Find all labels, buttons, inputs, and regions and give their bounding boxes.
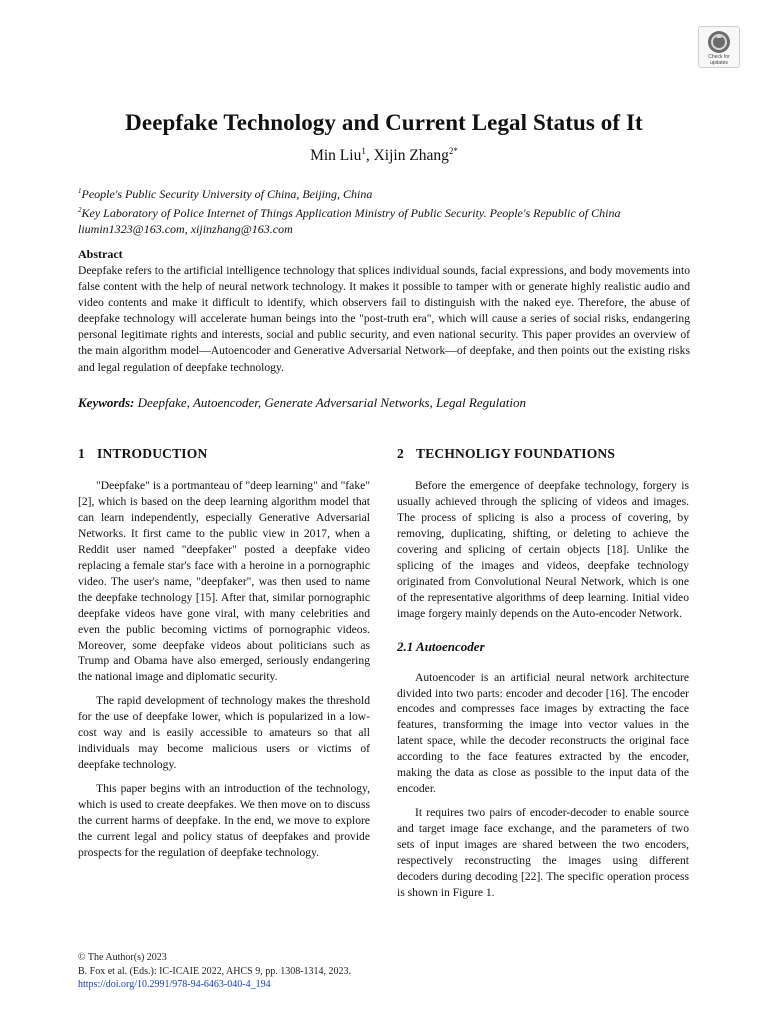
affiliations <box>78 183 698 237</box>
subsection-heading-autoencoder: 2.1 Autoencoder <box>397 638 485 654</box>
abstract-heading: Abstract <box>78 247 123 261</box>
affiliation-2: $^2$Key Laboratory of Police Internet of Things Application Ministry of Public Security. People's Republic of China <box>78 206 621 220</box>
paper-title: Deepfake Technology and Current Legal Status of It <box>125 110 643 135</box>
left-column <box>78 446 370 869</box>
check-for-updates-badge[interactable] <box>698 26 740 68</box>
abstract-text: Deepfake refers to the artificial intelligence technology that splices individual sounds, facial expressions, and body movements into false content with the help of neural network technology. It makes it possible to tamper with or generate highly realistic audio and video contents and make it difficult to identify, which observers fail to distinguish with the naked eye. Therefore, the abuse of deepfake technology will accelerate human beings into the "post-truth era", which will cause a series of social risks, endangering personal legitimate rights and interests, social and public security, and even national security. This paper provides an overview of the main algorithm model—Autoencoder and Generative Adversarial Network—of deepfake, and then points out the existing risks and legal regulation of deepfake technology. <box>78 264 690 374</box>
body-paragraph: This paper begins with an introduction of the technology, which is used to create deepfakes. We then move on to discuss the current harms of deepfake. In the end, we move to explore the current legal and policy status of deepfakes and provide prospects for the regulation of deepfake technology. <box>78 782 370 859</box>
author-emails: liumin1323@163.com, xijinzhang@163.com <box>78 222 293 236</box>
author-name: Xijin Zhang <box>373 147 449 165</box>
section-heading-introduction: 1 INTRODUCTION <box>78 446 208 461</box>
body-paragraph: The rapid development of technology makes the threshold for the use of deepfake lower, which is popularized in a low-cost way and is easily accessible to amateurs so that all individuals may become malicious users or victims of deepfake technology. <box>78 694 370 772</box>
page-footer <box>78 951 351 992</box>
section-heading-technology-foundations: 2 TECHNOLIGY FOUNDATIONS <box>397 446 616 461</box>
check-for-updates-icon <box>707 30 731 54</box>
author-name: Min Liu <box>310 147 362 165</box>
doi-link[interactable]: https://doi.org/10.2991/978-94-6463-040-4_194 <box>78 979 271 990</box>
body-paragraph: It requires two pairs of encoder-decoder to enable source and target image face exchange, and the parameters of two sets of input images are shared between the two encoders, respectively reconstructing the images using different decoders during decoding [22]. The specific operation process is shown in Figure 1. <box>397 806 689 899</box>
body-paragraph: Autoencoder is an artificial neural network architecture divided into two parts: encoder and decoder [16]. The encoder encodes and compresses face images by extracting the face features, transforming the image into vector values in the latent space, while the decoder reconstructs the original face according to the face features extracted by the encoder, making the data as close as possible to the input data of the encoder. <box>397 670 689 796</box>
keywords: Keywords: Deepfake, Autoencoder, Generate Adversarial Networks, Legal Regulation <box>78 395 526 410</box>
body-paragraph: "Deepfake" is a portmanteau of "deep learning" and "fake" [2], which is based on the deep learning algorithm model that can learn independently, especially Generative Adversarial Networks. It first came to the public view in 2017, when a Reddit user named "deepfaker" posted a deepfake video replacing a female star's face with a heroine in a pornographic video. The user's name, "deepfaker", was then used to name the deepfake technology [15]. After that, similar pornographic deepfake videos have gone viral, with many celebrities and even the public becoming victims of pornographic videos. Moreover, some deepfake videos about politicians such as Trump and Obama have also emerged, seriously endangering the national image and diplomatic security. <box>78 479 370 684</box>
copyright-notice: © The Author(s) 2023 <box>78 952 167 963</box>
affiliation-1: $^1$People's Public Security University of China, Beijing, China <box>78 187 373 201</box>
author-list: Min Liu$^1$, Xijin Zhang$^{2*}$ <box>310 146 458 165</box>
right-column <box>397 446 689 909</box>
check-for-updates-label: Check for updates <box>708 54 730 66</box>
citation-line: B. Fox et al. (Eds.): IC-ICAIE 2022, AHCS 9, pp. 1308-1314, 2023. <box>78 965 352 977</box>
body-paragraph: Before the emergence of deepfake technology, forgery is usually achieved through the splicing of videos and images. The process of splicing is also a process of covering, by removing, duplicating, shifting, or deleting to achieve the covering and splicing of certain objects [18]. Unlike the splicing of the images and videos, deepfake technology originated from Convolutional Neural Network, which is one of the representative algorithms of deep learning. Initial video image forgery mainly depends on the Auto-encoder Network. <box>397 479 689 620</box>
